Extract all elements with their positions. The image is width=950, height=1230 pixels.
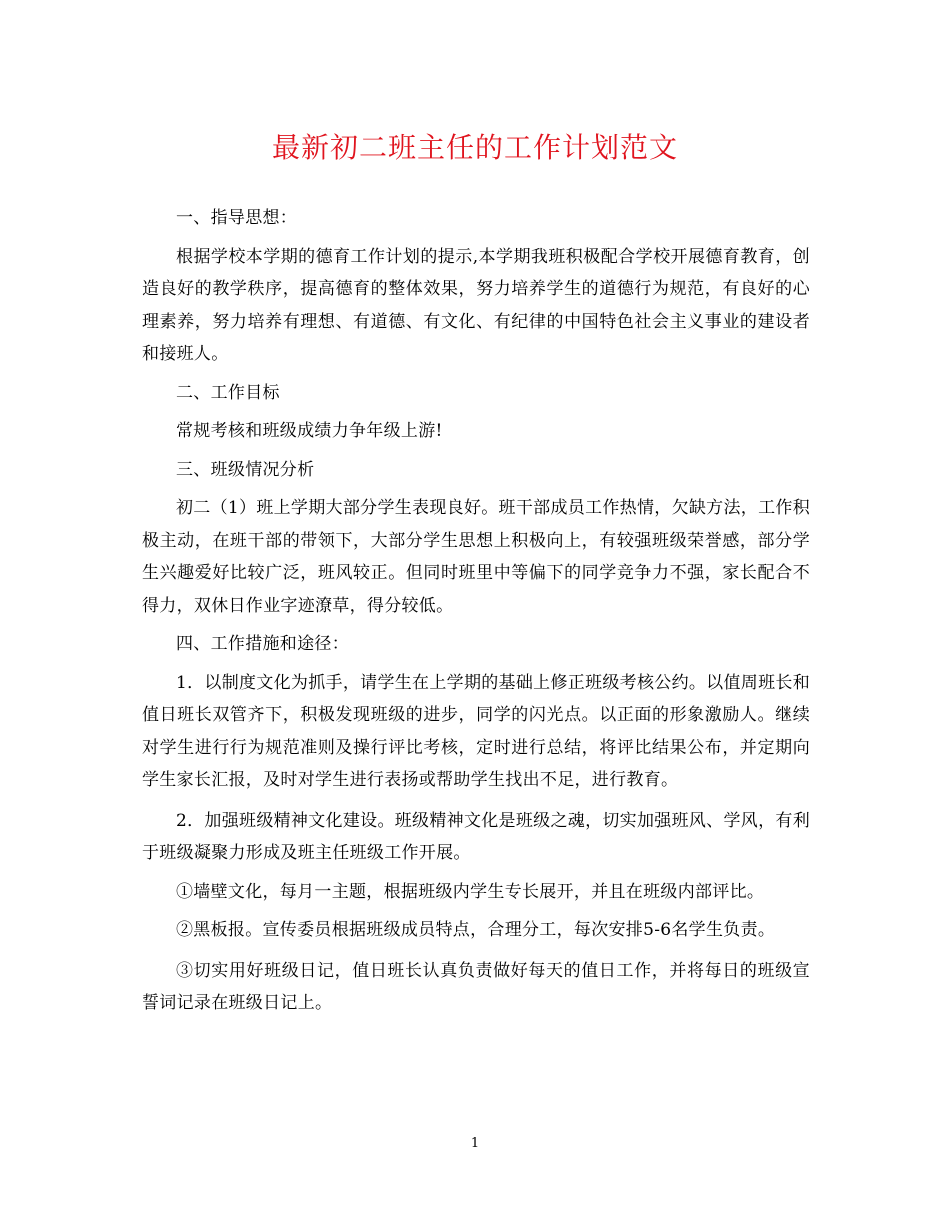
page-number: 1 <box>470 1136 480 1151</box>
list-item: ①墙壁文化，每月一主题，根据班级内学生专长展开，并且在班级内部评比。 <box>176 881 765 902</box>
paragraph: 常规考核和班级成绩力争年级上游! <box>176 421 443 441</box>
section-heading: 二、工作目标 <box>176 382 280 403</box>
section-heading: 三、班级情况分析 <box>176 459 315 480</box>
list-item: ③切实用好班级日记，值日班长认真负责做好每天的值日工作，并将每日的班级宣誓词记录在班级日记上。 <box>142 960 810 1013</box>
section-heading: 四、工作措施和途径： <box>176 634 349 654</box>
paragraph: 1．以制度文化为抓手，请学生在上学期的基础上修正班级考核公约。以值周班长和值日班长双管齐下，积极发现班级的进步，同学的闪光点。以正面的形象激励人。继续对学生进行行为规范准则及操行评比考核，定时进行总结，将评比结果公布，并定期向学生家长汇报，及时对学生进行表扬或帮助学生找出不足，进行教育。 <box>142 672 810 790</box>
document-body <box>142 202 810 1026</box>
paragraph: 初二（1）班上学期大部分学生表现良好。班干部成员工作热情，欠缺方法，工作积极主动，在班干部的带领下，大部分学生思想上积极向上，有较强班级荣誉感，部分学生兴趣爱好比较广泛，班风较正。但同时班里中等偏下的同学竞争力不强，家长配合不得力，双休日作业字迹潦草，得分较低。 <box>142 498 810 616</box>
document-title: 最新初二班主任的工作计划范文 <box>271 131 678 164</box>
section-heading: 一、指导思想： <box>176 208 298 228</box>
paragraph: 根据学校本学期的德育工作计划的提示,本学期我班积极配合学校开展德育教育，创造良好的教学秩序，提高德育的整体效果，努力培养学生的道德行为规范，有良好的心理素养，努力培养有理想、有道德、有文化、有纪律的中国特色社会主义事业的建设者和接班人。 <box>142 246 810 364</box>
paragraph: 2．加强班级精神文化建设。班级精神文化是班级之魂，切实加强班风、学风，有利于班级凝聚力形成及班主任班级工作开展。 <box>142 810 810 863</box>
list-item: ②黑板报。宣传委员根据班级成员特点，合理分工，每次安排5-6名学生负责。 <box>176 920 776 940</box>
